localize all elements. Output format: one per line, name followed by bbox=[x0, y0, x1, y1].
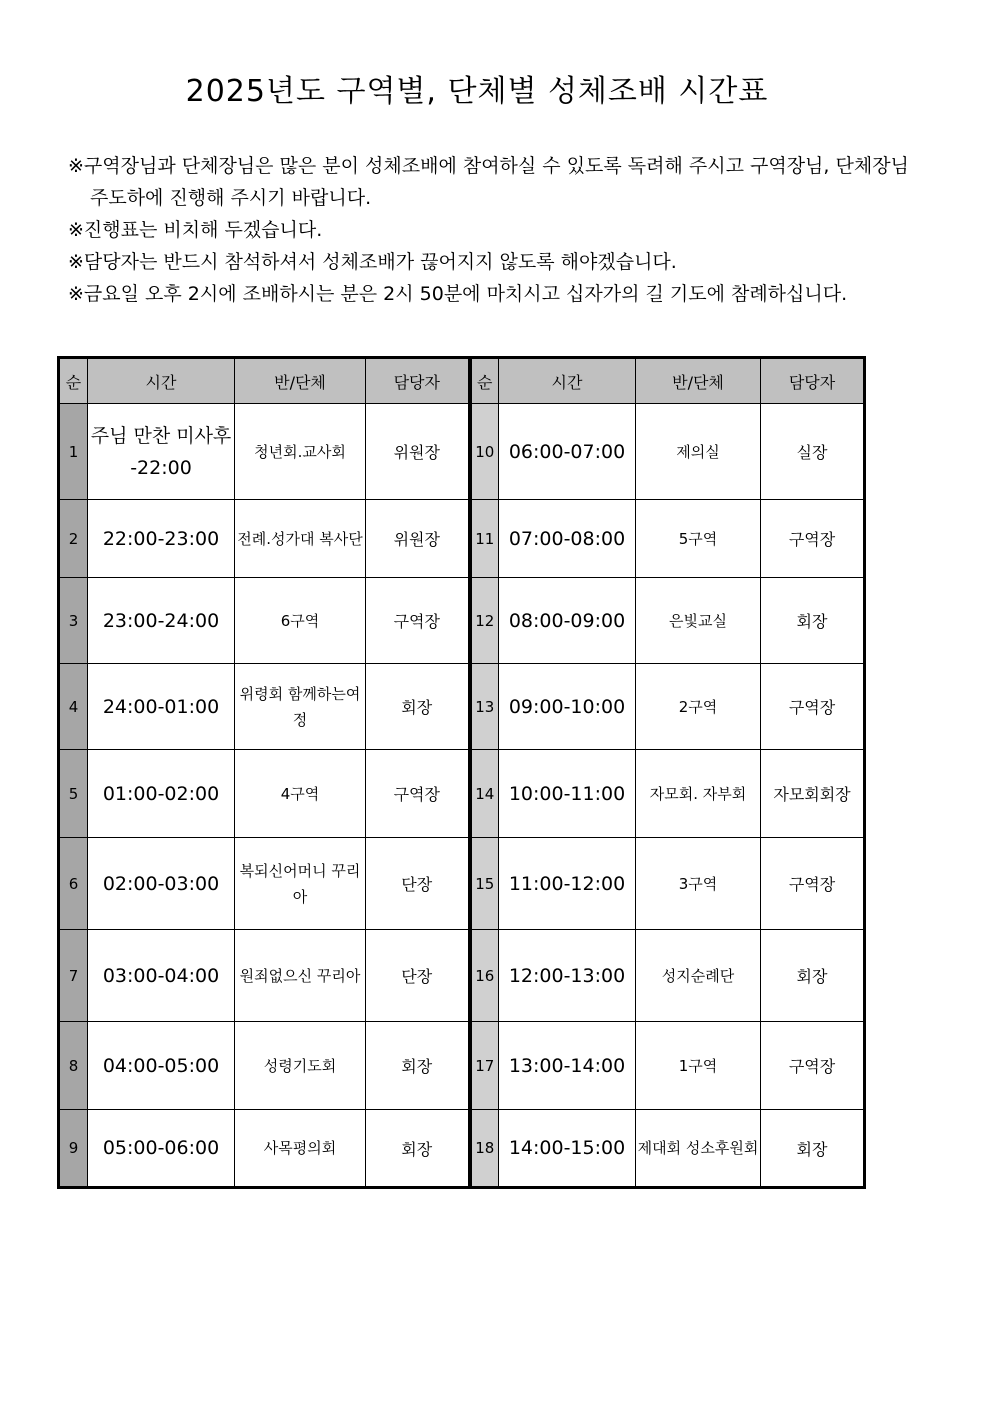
time-slot: 13:00-14:00 bbox=[499, 1022, 636, 1110]
notice-item: ※진행표는 비치해 두겠습니다. bbox=[68, 219, 323, 241]
time-slot: 06:00-07:00 bbox=[499, 404, 636, 500]
header-time: 시간 bbox=[499, 358, 636, 404]
row-number: 13 bbox=[470, 664, 499, 750]
table-row bbox=[59, 750, 865, 838]
group-name: 1구역 bbox=[636, 1022, 761, 1110]
manager-role: 회장 bbox=[761, 1110, 865, 1188]
page-title: 2025년도 구역별, 단체별 성체조배 시간표 bbox=[185, 74, 769, 109]
notice-item: ※담당자는 반드시 참석하셔서 성체조배가 끊어지지 않도록 해야겠습니다. bbox=[68, 251, 677, 273]
group-name: 은빛교실 bbox=[636, 578, 761, 664]
notice-item: ※구역장님과 단체장님은 많은 분이 성체조배에 참여하실 수 있도록 독려해 주시고 구역장님, 단체장님 주도하에 진행해 주시기 바랍니다. bbox=[68, 155, 909, 209]
table-header-row bbox=[59, 358, 865, 404]
header-manager: 담당자 bbox=[366, 358, 470, 404]
manager-role: 실장 bbox=[761, 404, 865, 500]
manager-role: 구역장 bbox=[761, 500, 865, 578]
group-name: 제의실 bbox=[636, 404, 761, 500]
group-name: 5구역 bbox=[636, 500, 761, 578]
schedule-table bbox=[57, 356, 866, 1189]
manager-role: 구역장 bbox=[366, 750, 470, 838]
table-row bbox=[59, 930, 865, 1022]
row-number: 1 bbox=[59, 404, 88, 500]
group-name: 자모회. 자부회 bbox=[636, 750, 761, 838]
header-group: 반/단체 bbox=[636, 358, 761, 404]
manager-role: 구역장 bbox=[761, 664, 865, 750]
row-number: 11 bbox=[470, 500, 499, 578]
row-number: 15 bbox=[470, 838, 499, 930]
time-slot: 23:00-24:00 bbox=[88, 578, 235, 664]
table-row bbox=[59, 838, 865, 930]
time-slot: 14:00-15:00 bbox=[499, 1110, 636, 1188]
row-number: 16 bbox=[470, 930, 499, 1022]
time-slot: 01:00-02:00 bbox=[88, 750, 235, 838]
row-number: 10 bbox=[470, 404, 499, 500]
table-row bbox=[59, 404, 865, 500]
group-name: 4구역 bbox=[235, 750, 366, 838]
header-no: 순 bbox=[59, 358, 88, 404]
time-slot: 04:00-05:00 bbox=[88, 1022, 235, 1110]
row-number: 3 bbox=[59, 578, 88, 664]
table-row bbox=[59, 664, 865, 750]
table-row bbox=[59, 1110, 865, 1188]
manager-role: 회장 bbox=[761, 930, 865, 1022]
time-slot: 02:00-03:00 bbox=[88, 838, 235, 930]
time-slot: 09:00-10:00 bbox=[499, 664, 636, 750]
header-manager: 담당자 bbox=[761, 358, 865, 404]
notice-list bbox=[68, 150, 928, 310]
time-slot: 08:00-09:00 bbox=[499, 578, 636, 664]
group-name: 3구역 bbox=[636, 838, 761, 930]
row-number: 8 bbox=[59, 1022, 88, 1110]
group-name: 사목평의회 bbox=[235, 1110, 366, 1188]
row-number: 7 bbox=[59, 930, 88, 1022]
manager-role: 단장 bbox=[366, 838, 470, 930]
manager-role: 구역장 bbox=[366, 578, 470, 664]
time-slot: 03:00-04:00 bbox=[88, 930, 235, 1022]
time-slot: 24:00-01:00 bbox=[88, 664, 235, 750]
row-number: 18 bbox=[470, 1110, 499, 1188]
table-row bbox=[59, 578, 865, 664]
row-number: 14 bbox=[470, 750, 499, 838]
row-number: 12 bbox=[470, 578, 499, 664]
group-name: 성지순례단 bbox=[636, 930, 761, 1022]
time-slot: 05:00-06:00 bbox=[88, 1110, 235, 1188]
group-name: 복되신어머니 꾸리아 bbox=[235, 838, 366, 930]
table-row bbox=[59, 500, 865, 578]
header-group: 반/단체 bbox=[235, 358, 366, 404]
header-time: 시간 bbox=[88, 358, 235, 404]
manager-role: 단장 bbox=[366, 930, 470, 1022]
group-name: 2구역 bbox=[636, 664, 761, 750]
manager-role: 자모회회장 bbox=[761, 750, 865, 838]
group-name: 원죄없으신 꾸리아 bbox=[235, 930, 366, 1022]
manager-role: 회장 bbox=[366, 1022, 470, 1110]
row-number: 9 bbox=[59, 1110, 88, 1188]
row-number: 17 bbox=[470, 1022, 499, 1110]
group-name: 청년회.교사회 bbox=[235, 404, 366, 500]
header-no: 순 bbox=[470, 358, 499, 404]
group-name: 제대회 성소후원회 bbox=[636, 1110, 761, 1188]
row-number: 2 bbox=[59, 500, 88, 578]
table-row bbox=[59, 1022, 865, 1110]
time-slot: 10:00-11:00 bbox=[499, 750, 636, 838]
group-name: 전례.성가대 복사단 bbox=[235, 500, 366, 578]
time-slot: 12:00-13:00 bbox=[499, 930, 636, 1022]
time-slot: 11:00-12:00 bbox=[499, 838, 636, 930]
manager-role: 위원장 bbox=[366, 404, 470, 500]
row-number: 4 bbox=[59, 664, 88, 750]
time-slot: 22:00-23:00 bbox=[88, 500, 235, 578]
group-name: 위령회 함께하는여정 bbox=[235, 664, 366, 750]
row-number: 5 bbox=[59, 750, 88, 838]
time-slot: 주님 만찬 미사후 -22:00 bbox=[88, 404, 235, 500]
row-number: 6 bbox=[59, 838, 88, 930]
manager-role: 구역장 bbox=[761, 838, 865, 930]
group-name: 성령기도회 bbox=[235, 1022, 366, 1110]
manager-role: 구역장 bbox=[761, 1022, 865, 1110]
manager-role: 위원장 bbox=[366, 500, 470, 578]
time-slot: 07:00-08:00 bbox=[499, 500, 636, 578]
group-name: 6구역 bbox=[235, 578, 366, 664]
manager-role: 회장 bbox=[761, 578, 865, 664]
manager-role: 회장 bbox=[366, 664, 470, 750]
manager-role: 회장 bbox=[366, 1110, 470, 1188]
notice-item: ※금요일 오후 2시에 조배하시는 분은 2시 50분에 마치시고 십자가의 길 기도에 참례하십니다. bbox=[68, 283, 848, 305]
